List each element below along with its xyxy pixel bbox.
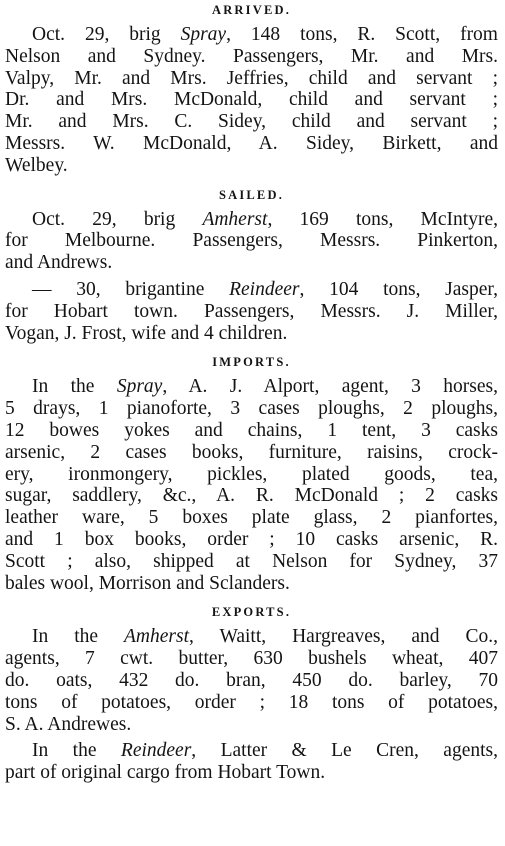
vessel-name: Spray: [116, 376, 163, 398]
text-segment: for Melbourne. Passengers, Messrs. Pinkerton,: [5, 230, 498, 252]
text-line: [5, 626, 498, 648]
text-line: [5, 420, 498, 442]
arrived-entries: [5, 24, 498, 177]
text-segment: In the: [32, 740, 121, 762]
text-line: [5, 209, 498, 231]
text-segment: S. A. Andrewes.: [5, 713, 132, 735]
text-line: [5, 252, 498, 274]
text-line: [5, 323, 498, 345]
exports-entries: [5, 626, 498, 784]
text-line: [5, 692, 498, 714]
text-segment: , 169 tons, McIntyre,: [267, 208, 498, 230]
text-line: [5, 89, 498, 111]
arrived-section: [5, 2, 498, 177]
text-line: [5, 301, 498, 323]
text-line: [5, 279, 498, 301]
text-segment: Scott ; also, shipped at Nelson for Sydney, 37: [5, 550, 498, 572]
sailed-entry: [5, 209, 498, 274]
text-segment: do. oats, 432 do. bran, 450 do. barley, 70: [5, 669, 498, 691]
text-line: [5, 485, 498, 507]
text-line: [5, 133, 498, 155]
text-line: [5, 68, 498, 90]
text-line: [5, 464, 498, 486]
text-segment: Valpy, Mr. and Mrs. Jeffries, child and servant ;: [5, 67, 498, 89]
text-segment: arsenic, 2 cases books, furniture, raisins, crock-: [5, 441, 498, 463]
text-segment: tons of potatoes, order ; 18 tons of potatoes,: [5, 691, 498, 713]
imports-heading: IMPORTS.: [212, 355, 291, 370]
text-line: [5, 230, 498, 252]
text-line: [5, 551, 498, 573]
text-segment: Oct. 29, brig: [32, 24, 181, 45]
text-line: [5, 46, 498, 68]
text-segment: , A. J. Alport, agent, 3 horses,: [162, 376, 498, 398]
vessel-name: Reindeer: [120, 740, 192, 762]
text-segment: Welbey.: [5, 154, 68, 176]
text-segment: In the: [32, 626, 124, 648]
vessel-name: Reindeer: [229, 278, 300, 300]
text-line: [5, 762, 498, 784]
text-segment: , 148 tons, R. Scott, from: [226, 24, 498, 45]
arrived-heading: ARRIVED.: [211, 3, 292, 17]
text-segment: sugar, saddlery, &c., A. R. McDonald ; 2 casks: [5, 485, 498, 507]
text-line: [5, 648, 498, 670]
text-line: [5, 740, 498, 762]
text-line: [5, 714, 498, 736]
text-line: [5, 670, 498, 692]
vessel-name: Amherst: [124, 626, 189, 648]
sailed-heading: SAILED.: [218, 187, 285, 202]
text-segment: 5 drays, 1 pianoforte, 3 cases ploughs, 2 ploughs,: [5, 398, 498, 420]
arrived-entry: [5, 24, 498, 177]
text-segment: and Andrews.: [5, 252, 113, 274]
text-segment: Mr. and Mrs. C. Sidey, child and servant ;: [5, 111, 498, 133]
text-segment: 12 bowes yokes and chains, 1 tent, 3 casks: [5, 419, 498, 441]
text-line: [5, 442, 498, 464]
text-segment: ery, ironmongery, pickles, plated goods, tea,: [5, 463, 498, 485]
text-segment: — 30, brigantine: [32, 278, 230, 300]
text-segment: and 1 box books, order ; 10 casks arsenic, R.: [5, 528, 498, 550]
text-segment: , Latter & Le Cren, agents,: [191, 740, 498, 762]
text-line: [5, 573, 498, 595]
imports-entry: [5, 376, 498, 594]
text-line: [5, 507, 498, 529]
text-line: [5, 376, 498, 398]
sailed-entry: [5, 279, 498, 344]
exports-entry: [5, 626, 498, 735]
text-segment: In the: [32, 376, 117, 398]
text-segment: part of original cargo from Hobart Town.: [5, 762, 326, 784]
imports-entries: [5, 376, 498, 594]
text-segment: for Hobart town. Passengers, Messrs. J. Miller,: [5, 300, 498, 322]
text-segment: bales wool, Morrison and Sclanders.: [5, 572, 290, 594]
text-segment: Dr. and Mrs. McDonald, child and servant ;: [5, 89, 498, 111]
imports-section: [5, 354, 498, 594]
exports-section: [5, 604, 498, 784]
text-line: [5, 24, 498, 46]
text-line: [5, 398, 498, 420]
text-segment: Messrs. W. McDonald, A. Sidey, Birkett, and: [5, 132, 498, 154]
sailed-entries: [5, 209, 498, 345]
text-line: [5, 529, 498, 551]
vessel-name: Amherst: [202, 208, 268, 230]
text-segment: , Waitt, Hargreaves, and Co.,: [189, 626, 498, 648]
text-line: [5, 155, 498, 177]
text-segment: Vogan, J. Frost, wife and 4 children.: [5, 322, 288, 344]
exports-heading: EXPORTS.: [211, 605, 292, 620]
text-segment: agents, 7 cwt. butter, 630 bushels wheat, 407: [5, 648, 498, 670]
exports-entry: [5, 740, 498, 784]
text-segment: , 104 tons, Jasper,: [299, 278, 498, 300]
text-segment: Nelson and Sydney. Passengers, Mr. and Mrs.: [5, 45, 498, 67]
text-line: [5, 111, 498, 133]
vessel-name: Spray: [180, 24, 227, 45]
sailed-section: [5, 187, 498, 345]
text-segment: leather ware, 5 boxes plate glass, 2 pianfortes,: [5, 507, 498, 529]
text-segment: Oct. 29, brig: [32, 208, 203, 230]
